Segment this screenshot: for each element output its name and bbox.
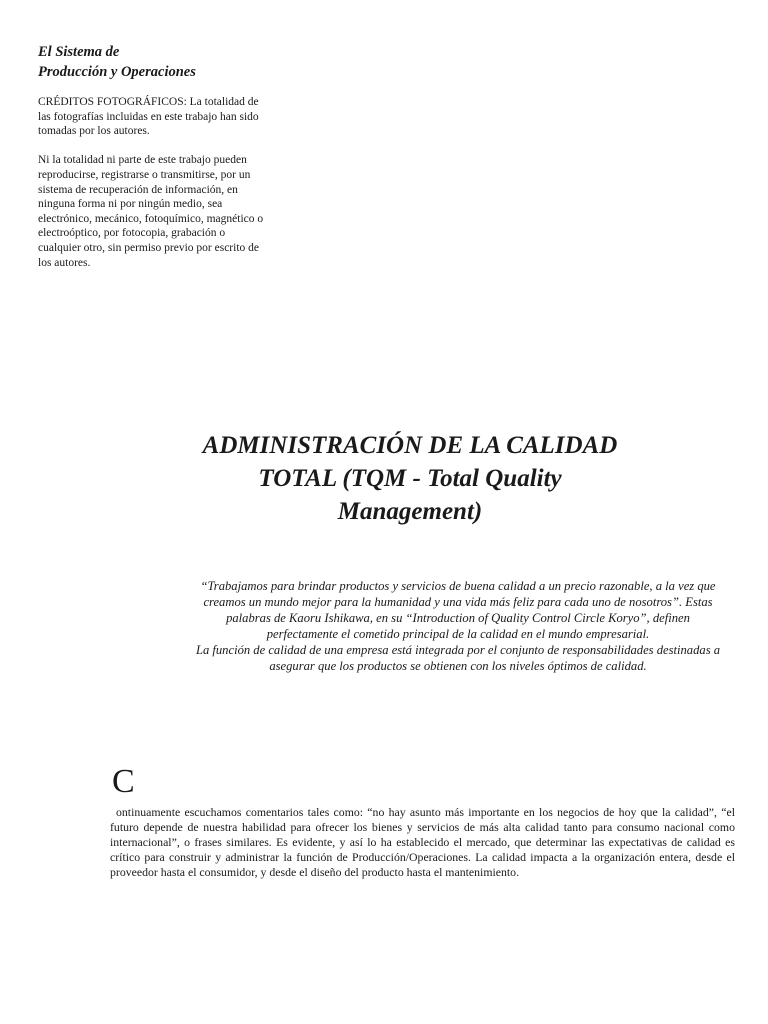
epigraph-quote (193, 579, 723, 674)
chapter-title-line-1: ADMINISTRACIÓN DE LA CALIDAD (202, 432, 618, 459)
body-paragraph-text: ontinuamente escuchamos comentarios tales como: “no hay asunto más importante en los negocios de hoy que la calidad”, “el futuro depende de nuestra habilidad para ofrecer los bienes y servicios de más alta calidad tanto para consumo nacional como internacional”, o frases similares. Es evidente, y así lo ha establecido el mercado, que determinar las expectativas de calidad es crítico para construir y administrar la función de Producción/Operaciones. La calidad impacta a la organización entera, desde el proveedor hasta el consumidor, y desde el diseño del producto hasta el mantenimiento. (110, 805, 735, 879)
epigraph-paragraph-2: La función de calidad de una empresa está integrada por el conjunto de responsabilidades destinadas a asegurar que los productos se obtienen con los niveles óptimos de calidad. (195, 642, 721, 673)
body-paragraph (110, 805, 735, 880)
drop-cap: C (112, 763, 135, 800)
book-title-line-1: El Sistema de (38, 44, 120, 60)
book-title (38, 42, 298, 82)
photo-credits-paragraph: CRÉDITOS FOTOGRÁFICOS: La totalidad de las fotografías incluidas en este trabajo han sido tomadas por los autores. (38, 96, 259, 138)
photo-credits-notice (38, 95, 270, 285)
epigraph-paragraph-1: “Trabajamos para brindar productos y servicios de buena calidad a un precio razonable, a la vez que creamos un mundo mejor para la humanidad y una vida más feliz para cada uno de nosotros”. Estas palabras de Kaoru Ishikawa, en su “Introduction of Quality Control Circle Koryo”, definen perfectamente el cometido principal de la calidad en el mundo empresarial. (200, 579, 716, 641)
chapter-title-line-2: TOTAL (TQM - Total Quality (258, 465, 562, 492)
copyright-paragraph: Ni la totalidad ni parte de este trabajo pueden reproducirse, registrarse o transmitirse, por un sistema de recuperación de información, en ninguna forma ni por ningún medio, sea electrónico, mecánico, fotoquímico, magnético o electroóptico, por fotocopia, grabación o cualquier otro, sin permiso previo por escrito de los autores. (38, 154, 264, 269)
chapter-title (140, 429, 680, 528)
chapter-title-line-3: Management) (337, 498, 483, 525)
book-title-line-2: Producción y Operaciones (38, 64, 196, 80)
